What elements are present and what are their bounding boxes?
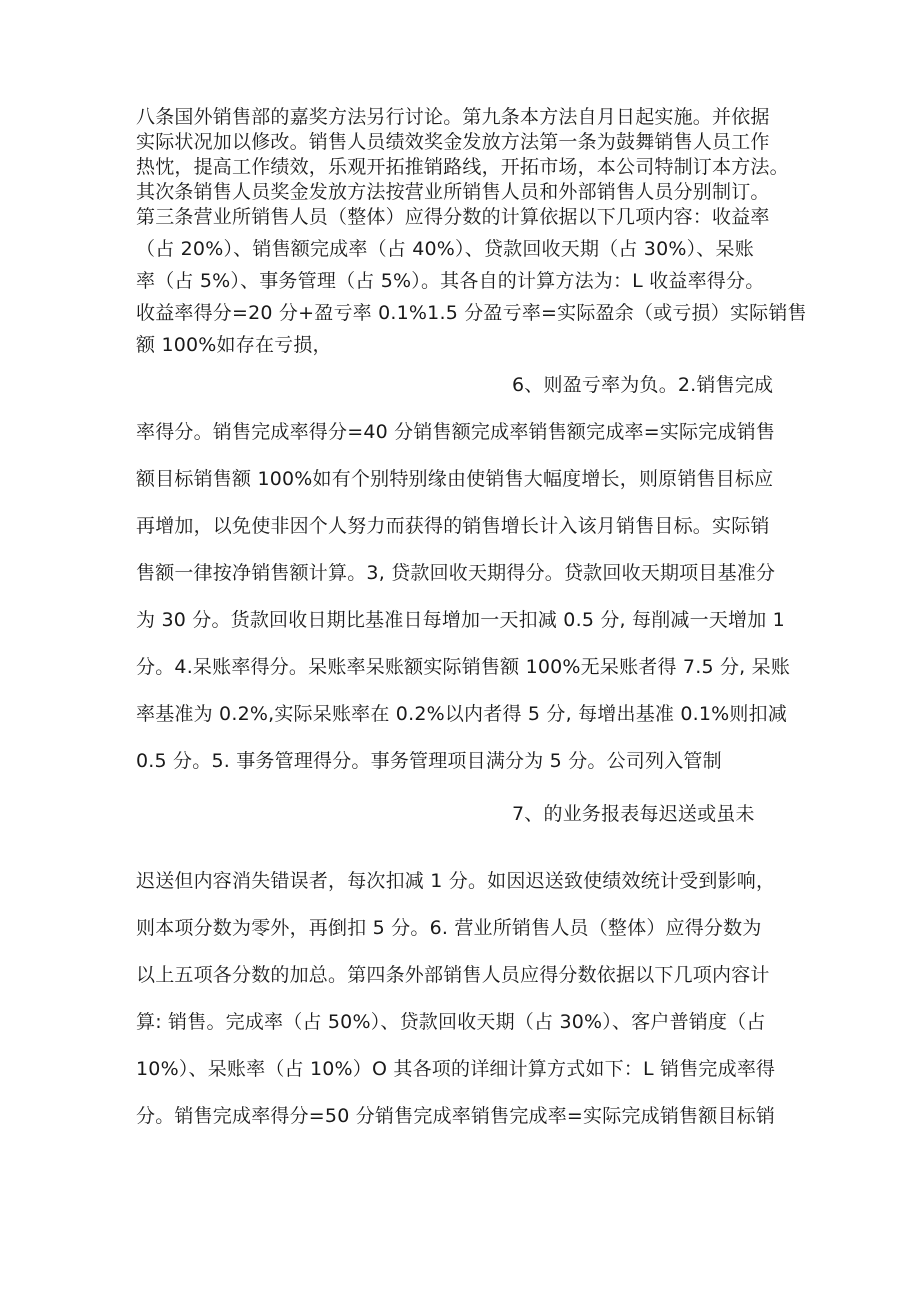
text-line: 实际状况加以修改。销售人员绩效奖金发放方法第一条为鼓舞销售人员工作 — [136, 131, 770, 153]
text-line: 率基准为 0.2%,实际呆账率在 0.2%以内者得 5 分, 每增出基准 0.1%则扣减 — [136, 703, 788, 725]
section-heading: 6、则盈亏率为负。2.销售完成 — [512, 374, 774, 396]
text-line: 以上五项各分数的加总。第四条外部销售人员应得分数依据以下几项内容计 — [136, 964, 770, 986]
text-line: 额 100%如存在亏损， — [136, 334, 332, 356]
text-line: 算: 销售。完成率（占 50%）、贷款回收天期（占 30%）、客户普销度（占 — [136, 1011, 766, 1033]
text-line: 热忱，提高工作绩效，乐观开拓推销路线，开拓市场，本公司特制订本方法。 — [136, 156, 789, 178]
text-line: 售额一律按净销售额计算。3, 贷款回收天期得分。贷款回收天期项目基准分 — [136, 562, 776, 584]
text-line: 迟送但内容消失错误者，每次扣减 1 分。如因迟送致使绩效统计受到影响， — [136, 870, 776, 892]
text-line: 率（占 5%）、事务管理（占 5%）。其各自的计算方法为：L 收益率得分。 — [136, 270, 765, 292]
text-line: 其次条销售人员奖金发放方法按营业所销售人员和外部销售人员分别制订。 — [136, 181, 770, 203]
text-line: 10%）、呆账率（占 10%）O 其各项的详细计算方式如下：L 销售完成率得 — [136, 1058, 776, 1080]
text-line: 率得分。销售完成率得分=40 分销售额完成率销售额完成率=实际完成销售 — [136, 421, 776, 443]
text-line: 0.5 分。5. 事务管理得分。事务管理项目满分为 5 分。公司列入管制 — [136, 750, 722, 772]
text-line: 八条国外销售部的嘉奖方法另行讨论。第九条本方法自月日起实施。并依据 — [136, 106, 770, 128]
section-heading: 7、的业务报表每迟送或虽未 — [512, 803, 755, 825]
text-line: 分。销售完成率得分=50 分销售完成率销售完成率=实际完成销售额目标销 — [136, 1105, 776, 1127]
text-line: 为 30 分。货款回收日期比基准日每增加一天扣减 0.5 分, 每削减一天增加 1 — [136, 609, 785, 631]
text-line: 收益率得分=20 分+盈亏率 0.1%1.5 分盈亏率=实际盈余（或亏损）实际销售 — [136, 302, 807, 324]
text-line: 再增加，以免使非因个人努力而获得的销售增长计入该月销售目标。实际销 — [136, 515, 770, 537]
text-line: 额目标销售额 100%如有个别特别缘由使销售大幅度增长，则原销售目标应 — [136, 468, 774, 490]
text-line: 则本项分数为零外，再倒扣 5 分。6. 营业所销售人员（整体）应得分数为 — [136, 917, 762, 939]
text-line: （占 20%）、销售额完成率（占 40%）、贷款回收天期（占 30%）、呆账 — [136, 238, 754, 260]
text-line: 分。4.呆账率得分。呆账率呆账额实际销售额 100%无呆账者得 7.5 分, 呆账 — [136, 656, 791, 678]
text-line: 第三条营业所销售人员（整体）应得分数的计算依据以下几项内容：收益率 — [136, 206, 770, 228]
